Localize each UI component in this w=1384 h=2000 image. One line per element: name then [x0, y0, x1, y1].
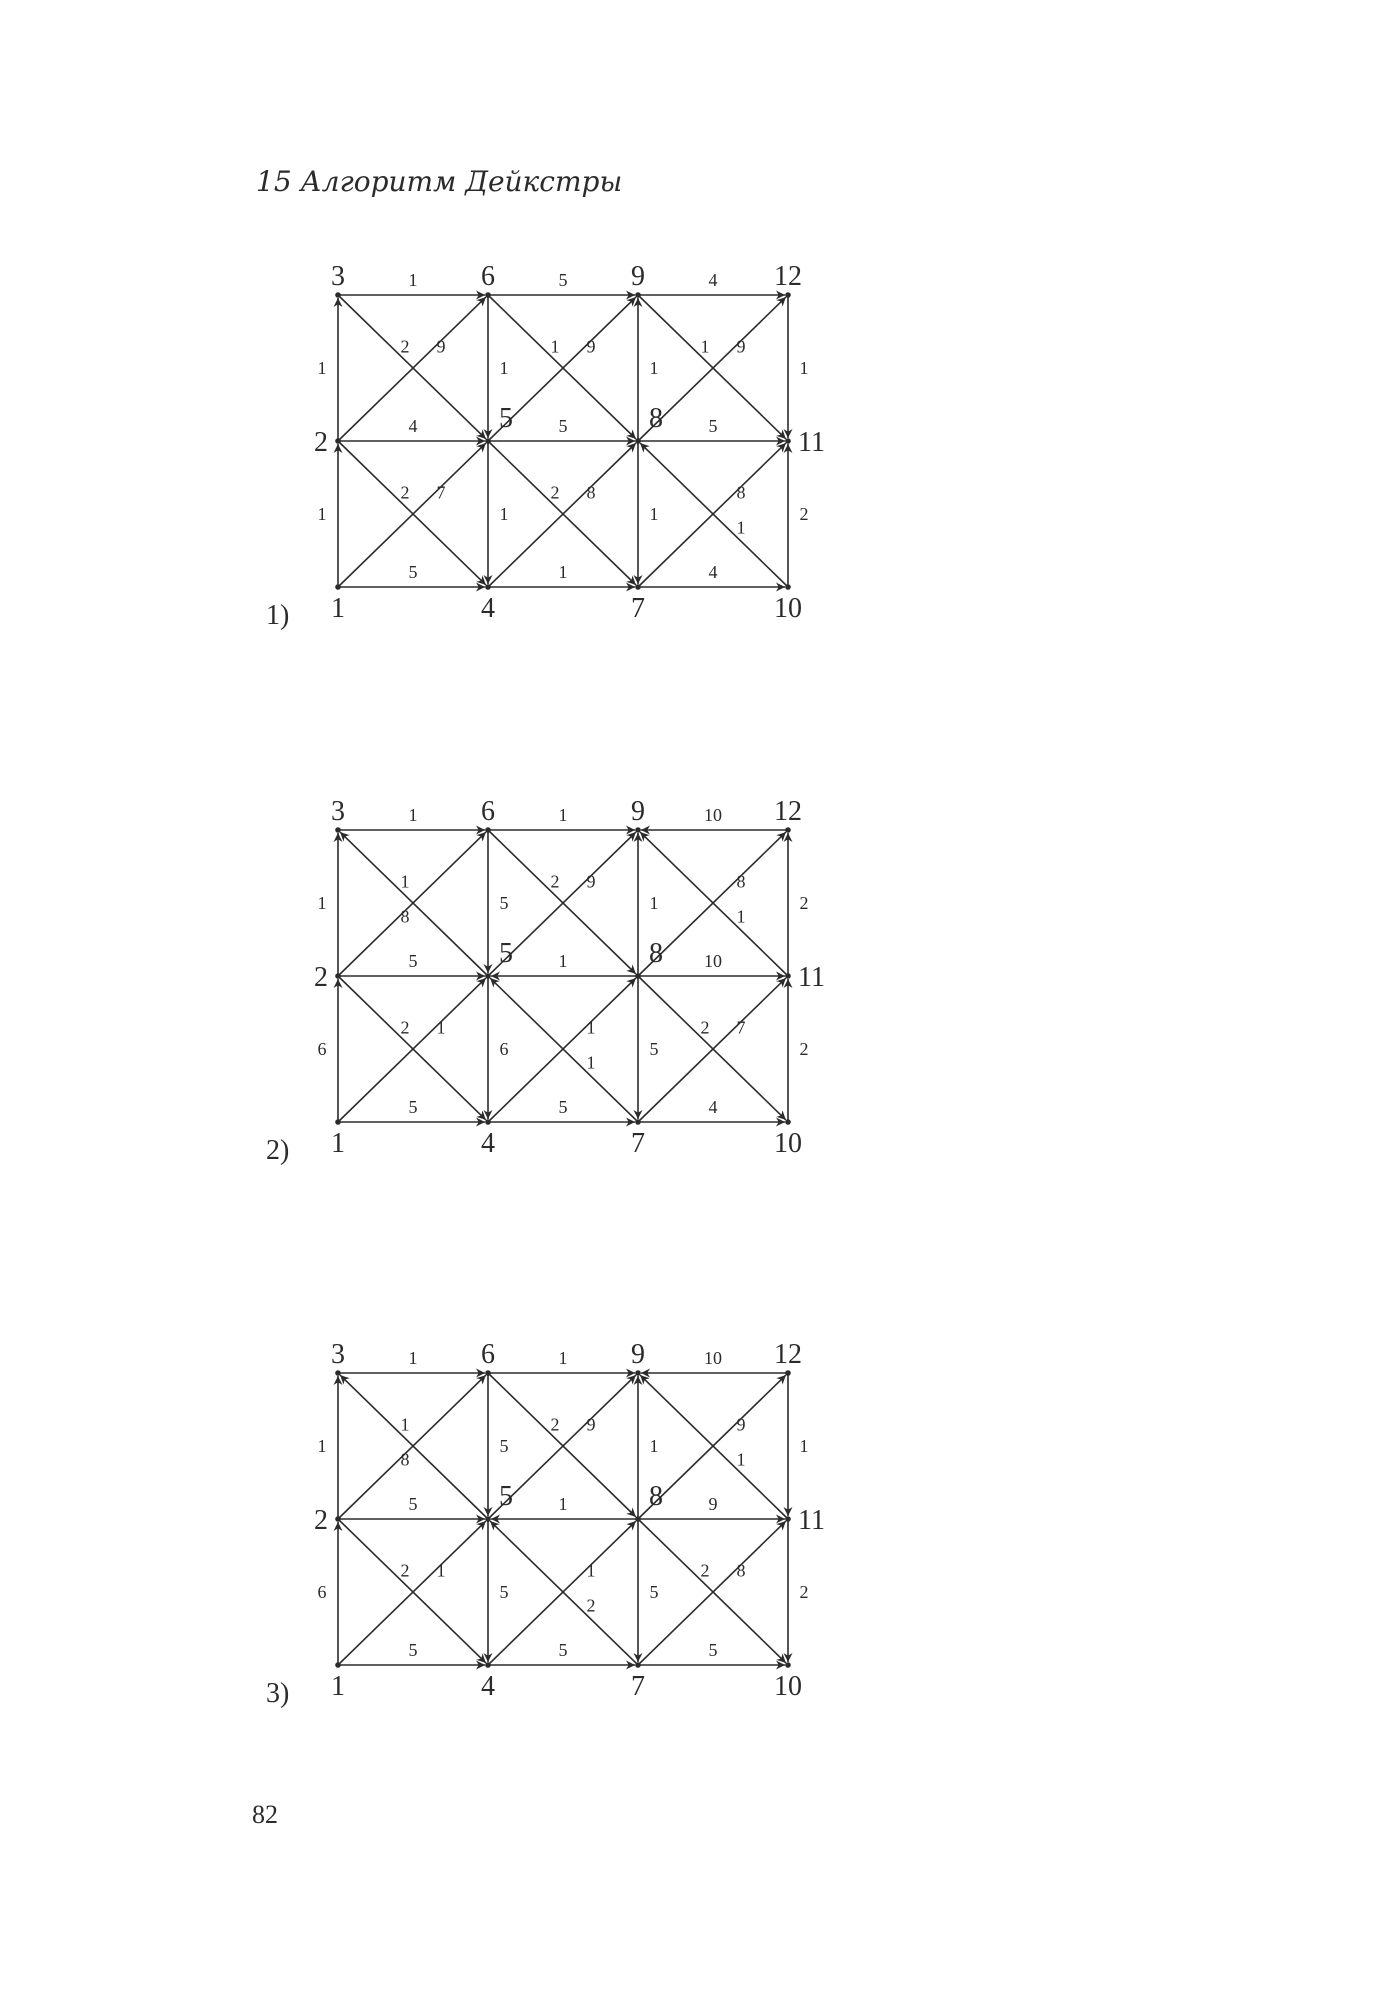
node-label-4: 4 [481, 1128, 495, 1159]
node-label-10: 10 [774, 1128, 802, 1159]
edge-weight-label: 1 [499, 504, 509, 524]
edge-weight-label: 6 [499, 1039, 509, 1059]
graph-node-8 [635, 438, 641, 444]
node-label-3: 3 [331, 261, 345, 292]
node-label-6: 6 [481, 1339, 495, 1370]
edge-weight-label: 9 [436, 336, 446, 357]
edge-weight-label: 1 [408, 1348, 418, 1368]
node-label-11: 11 [798, 427, 825, 458]
edge-weight-label: 1 [649, 504, 659, 524]
edge-weight-label: 8 [736, 1560, 746, 1581]
edge-weight-label: 1 [400, 871, 410, 892]
figure-label: 1) [266, 600, 290, 631]
edge-weight-label: 2 [550, 1414, 560, 1435]
node-label-8: 8 [649, 403, 663, 434]
node-label-1: 1 [331, 593, 345, 624]
edge-weight-label: 5 [408, 1097, 418, 1117]
edge-weight-label: 4 [408, 416, 418, 436]
edge-weight-label: 1 [436, 1017, 446, 1038]
edge-weight-label: 2 [799, 1039, 809, 1059]
node-label-3: 3 [331, 796, 345, 827]
node-label-5: 5 [499, 938, 513, 969]
edge-weight-label: 5 [558, 270, 568, 290]
edge-weight-label: 1 [649, 893, 659, 913]
graph-node-1 [335, 1662, 341, 1668]
graph-node-7 [635, 584, 641, 590]
edge-weight-label: 8 [586, 482, 596, 503]
node-label-2: 2 [314, 962, 328, 993]
edge-weight-label: 7 [436, 482, 446, 503]
edge-weight-label: 1 [558, 1494, 568, 1514]
graph-node-8 [635, 973, 641, 979]
edge-weight-label: 2 [400, 336, 410, 357]
node-label-5: 5 [499, 403, 513, 434]
edge-weight-label: 2 [586, 1595, 596, 1616]
edge-weight-label: 7 [736, 1017, 746, 1038]
edge-weight-label: 9 [586, 871, 596, 892]
edge-weight-label: 10 [704, 805, 722, 825]
edge-weight-label: 5 [408, 562, 418, 582]
edge-weight-label: 2 [799, 504, 809, 524]
graph-node-2 [335, 1516, 341, 1522]
edge-weight-label: 4 [708, 270, 718, 290]
edge-weight-label: 2 [400, 1017, 410, 1038]
graph-node-7 [635, 1119, 641, 1125]
node-label-4: 4 [481, 593, 495, 624]
graph-node-6 [485, 292, 491, 298]
edge-weight-label: 1 [649, 1436, 659, 1456]
graph-node-5 [485, 1516, 491, 1522]
edge-weight-label: 5 [649, 1582, 659, 1602]
edge-weight-label: 9 [708, 1494, 718, 1514]
edge-weight-label: 5 [558, 1640, 568, 1660]
graph-node-4 [485, 1662, 491, 1668]
graph-node-6 [485, 1370, 491, 1376]
node-label-8: 8 [649, 938, 663, 969]
edge-weight-label: 1 [317, 504, 327, 524]
graph-node-9 [635, 292, 641, 298]
edge-weight-label: 1 [586, 1017, 596, 1038]
graph-node-4 [485, 1119, 491, 1125]
edge-weight-label: 1 [408, 270, 418, 290]
edge-weight-label: 8 [400, 906, 410, 927]
edge-weight-label: 9 [586, 1414, 596, 1435]
graph-diagram [0, 775, 1384, 1175]
graph-node-12 [785, 827, 791, 833]
node-label-7: 7 [631, 1671, 645, 1702]
figure-label: 3) [266, 1678, 290, 1709]
edge-weight-label: 2 [550, 871, 560, 892]
edge-weight-label: 5 [499, 1436, 509, 1456]
node-label-7: 7 [631, 593, 645, 624]
graph-node-9 [635, 827, 641, 833]
edge-weight-label: 5 [558, 416, 568, 436]
graph-node-4 [485, 584, 491, 590]
edge-weight-label: 8 [736, 871, 746, 892]
edge-weight-label: 1 [558, 562, 568, 582]
graph-node-7 [635, 1662, 641, 1668]
edge-weight-label: 1 [586, 1052, 596, 1073]
node-label-6: 6 [481, 261, 495, 292]
edge-weight-label: 2 [400, 482, 410, 503]
edge-weight-label: 5 [408, 1640, 418, 1660]
edge-weight-label: 5 [499, 1582, 509, 1602]
edge-weight-label: 6 [317, 1582, 327, 1602]
edge-weight-label: 6 [317, 1039, 327, 1059]
graph-node-2 [335, 438, 341, 444]
graph-figure-3 [0, 1318, 1384, 1722]
edge-weight-label: 5 [708, 1640, 718, 1660]
edge-weight-label: 10 [704, 1348, 722, 1368]
edge-weight-label: 2 [550, 482, 560, 503]
edge-weight-label: 1 [736, 517, 746, 538]
edge-weight-label: 5 [708, 416, 718, 436]
graph-node-5 [485, 438, 491, 444]
node-label-5: 5 [499, 1481, 513, 1512]
graph-node-10 [785, 584, 791, 590]
node-label-10: 10 [774, 593, 802, 624]
node-label-9: 9 [631, 261, 645, 292]
edge-weight-label: 5 [408, 951, 418, 971]
edge-weight-label: 1 [649, 358, 659, 378]
page-number: 82 [252, 1800, 278, 1829]
graph-node-5 [485, 973, 491, 979]
edge-weight-label: 1 [586, 1560, 596, 1581]
node-label-12: 12 [774, 261, 802, 292]
edge-weight-label: 4 [708, 1097, 718, 1117]
edge-weight-label: 1 [317, 893, 327, 913]
graph-node-12 [785, 292, 791, 298]
graph-node-8 [635, 1516, 641, 1522]
edge-weight-label: 5 [499, 893, 509, 913]
node-label-11: 11 [798, 1505, 825, 1536]
edge-weight-label: 2 [400, 1560, 410, 1581]
edge-weight-label: 8 [736, 482, 746, 503]
graph-node-10 [785, 1662, 791, 1668]
node-label-11: 11 [798, 962, 825, 993]
edge-weight-label: 9 [736, 336, 746, 357]
edge-weight-label: 1 [558, 951, 568, 971]
edge-weight-label: 5 [649, 1039, 659, 1059]
edge-weight-label: 1 [736, 1449, 746, 1470]
graph-node-11 [785, 1516, 791, 1522]
figure-label: 2) [266, 1135, 290, 1166]
graph-node-9 [635, 1370, 641, 1376]
graph-node-1 [335, 584, 341, 590]
edge-weight-label: 9 [586, 336, 596, 357]
edge-weight-label: 1 [436, 1560, 446, 1581]
node-label-1: 1 [331, 1671, 345, 1702]
edge-weight-label: 1 [400, 1414, 410, 1435]
graph-node-12 [785, 1370, 791, 1376]
edge-weight-label: 1 [799, 358, 809, 378]
node-label-10: 10 [774, 1671, 802, 1702]
node-label-8: 8 [649, 1481, 663, 1512]
graph-node-10 [785, 1119, 791, 1125]
node-label-6: 6 [481, 796, 495, 827]
edge-weight-label: 1 [317, 358, 327, 378]
graph-node-11 [785, 973, 791, 979]
node-label-2: 2 [314, 1505, 328, 1536]
node-label-12: 12 [774, 1339, 802, 1370]
edge-weight-label: 1 [408, 805, 418, 825]
graph-node-11 [785, 438, 791, 444]
node-label-9: 9 [631, 796, 645, 827]
node-label-9: 9 [631, 1339, 645, 1370]
edge-weight-label: 2 [700, 1560, 710, 1581]
graph-node-3 [335, 827, 341, 833]
graph-diagram [0, 1318, 1384, 1718]
page-title: 15 Алгоритм Дейкстры [256, 165, 623, 198]
graph-node-6 [485, 827, 491, 833]
graph-figure-2 [0, 775, 1384, 1179]
edge-weight-label: 1 [799, 1436, 809, 1456]
graph-node-2 [335, 973, 341, 979]
edge-weight-label: 2 [799, 1582, 809, 1602]
edge-weight-label: 1 [317, 1436, 327, 1456]
edge-weight-label: 1 [736, 906, 746, 927]
edge-weight-label: 1 [550, 336, 560, 357]
node-label-7: 7 [631, 1128, 645, 1159]
edge-weight-label: 8 [400, 1449, 410, 1470]
edge-weight-label: 4 [708, 562, 718, 582]
edge-weight-label: 10 [704, 951, 722, 971]
graph-figure-1 [0, 240, 1384, 644]
node-label-1: 1 [331, 1128, 345, 1159]
node-label-2: 2 [314, 427, 328, 458]
edge-weight-label: 2 [799, 893, 809, 913]
graph-diagram [0, 240, 1384, 640]
edge-weight-label: 5 [558, 1097, 568, 1117]
node-label-12: 12 [774, 796, 802, 827]
node-label-4: 4 [481, 1671, 495, 1702]
edge-weight-label: 1 [700, 336, 710, 357]
edge-weight-label: 1 [558, 1348, 568, 1368]
graph-node-1 [335, 1119, 341, 1125]
edge-weight-label: 5 [408, 1494, 418, 1514]
graph-node-3 [335, 292, 341, 298]
edge-weight-label: 9 [736, 1414, 746, 1435]
edge-weight-label: 1 [558, 805, 568, 825]
graph-node-3 [335, 1370, 341, 1376]
edge-weight-label: 1 [499, 358, 509, 378]
edge-weight-label: 2 [700, 1017, 710, 1038]
node-label-3: 3 [331, 1339, 345, 1370]
